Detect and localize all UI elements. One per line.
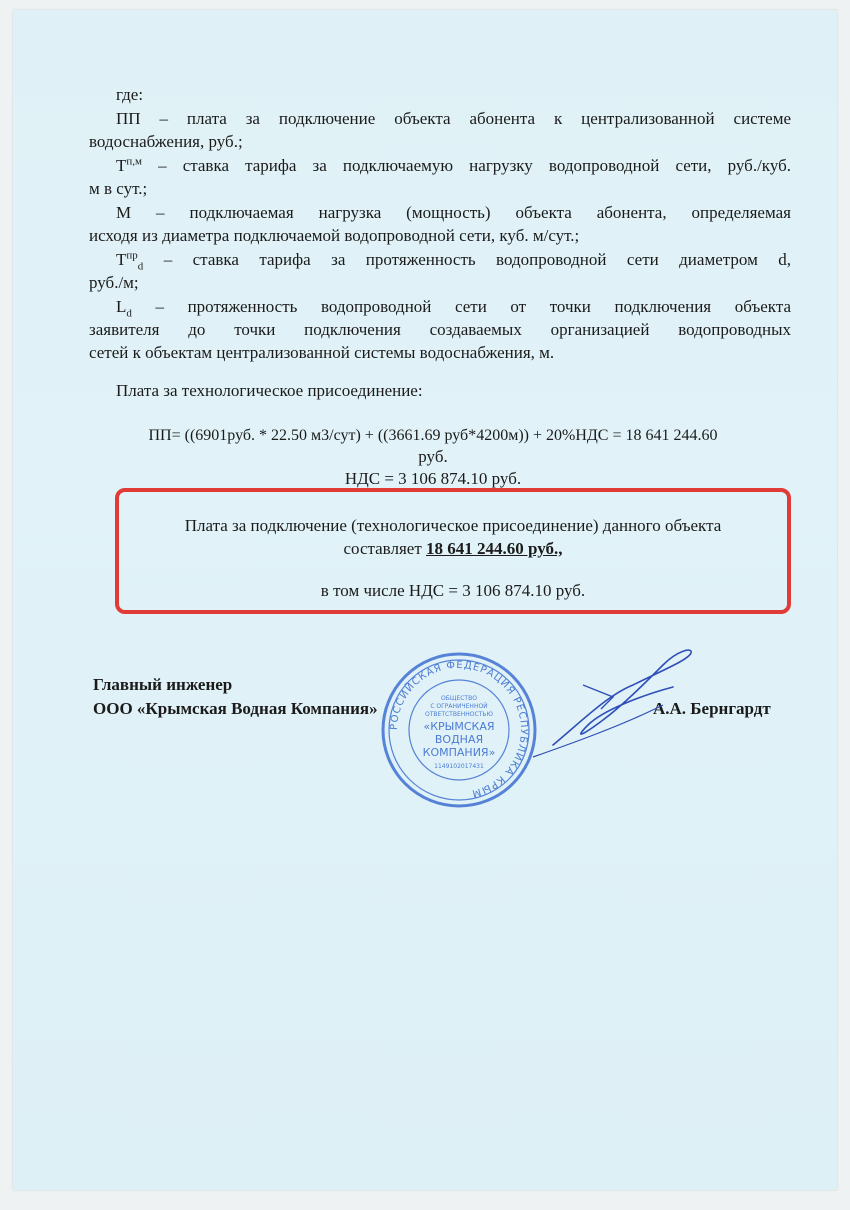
summary-line2 [119, 538, 787, 560]
stamp-line5: ВОДНАЯ [434, 733, 484, 746]
stamp-line7: 1149102017431 [434, 763, 484, 770]
stamp-outer-text: РОССИЙСКАЯ ФЕДЕРАЦИЯ РЕСПУБЛИКА КРЫМ [388, 659, 530, 799]
tpr-definition-line2: руб./м; [89, 273, 139, 292]
t-superscript: п,м [126, 155, 142, 168]
tpr-subscript: d [137, 260, 144, 273]
summary-prefix: составляет [343, 539, 426, 558]
l-symbol: L [116, 297, 127, 316]
formula-line1: ПП= ((6901руб. * 22.50 м3/сут) + ((3661.69 руб*4200м)) + 20%НДС = 18 641 244.60 [148, 427, 718, 444]
document-page [13, 10, 837, 1190]
organization-name: ООО «Крымская Водная Компания» [93, 699, 378, 718]
summary-line1: Плата за подключение (технологическое присоединение) данного объекта [184, 516, 722, 535]
l-definition-line1 [116, 296, 791, 318]
stamp-line1: ОБЩЕСТВО [441, 695, 477, 702]
stamp-line2: С ОГРАНИЧЕННОЙ [430, 703, 488, 710]
l-definition-text: – протяженность водопроводной сети от точки подключения объекта [131, 297, 791, 316]
company-stamp [379, 650, 539, 810]
m-definition-line1: М – подключаемая нагрузка (мощность) объекта абонента, определяемая [116, 203, 791, 222]
l-subscript: d [126, 307, 132, 320]
total-amount: 18 641 244.60 руб., [426, 539, 563, 558]
tpr-definition-line1 [116, 249, 791, 271]
vat-line: НДС = 3 106 874.10 руб. [344, 469, 522, 488]
t-definition-text: – ставка тарифа за подключаемую нагрузку водопроводной сети, руб./куб. [142, 156, 791, 175]
pp-definition-line1: ПП – плата за подключение объекта абонента к централизованной системе [116, 109, 791, 128]
where-label: где: [116, 85, 144, 104]
stamp-line4: «КРЫМСКАЯ [423, 720, 495, 733]
l-definition-line3: сетей к объектам централизованной системы водоснабжения, м. [89, 343, 555, 362]
signer-name: А.А. Бернгардт [653, 699, 771, 718]
calculation-heading: Плата за технологическое присоединение: [116, 381, 423, 400]
l-definition-line2: заявителя до точки подключения создаваемых организацией водопроводных [89, 320, 791, 339]
t-definition-line1 [116, 155, 791, 177]
t-symbol: Т [116, 156, 127, 175]
stamp-line6: КОМПАНИЯ» [422, 746, 496, 759]
tpr-symbol: Т [116, 250, 127, 269]
m-definition-line2: исходя из диаметра подключаемой водопроводной сети, куб. м/сут.; [89, 226, 580, 245]
formula-line2: руб. [418, 447, 448, 466]
pp-definition-line2: водоснабжения, руб.; [89, 132, 243, 151]
tpr-superscript: пр [126, 249, 138, 262]
tpr-definition-text: – ставка тарифа за протяженность водопроводной сети диаметром d, [143, 250, 791, 269]
handwritten-signature [513, 625, 713, 765]
signer-title: Главный инженер [93, 675, 233, 694]
stamp-line3: ОТВЕТСТВЕННОСТЬЮ [425, 711, 493, 718]
t-definition-line2: м в сут.; [89, 179, 148, 198]
summary-vat-line: в том числе НДС = 3 106 874.10 руб. [320, 581, 586, 600]
